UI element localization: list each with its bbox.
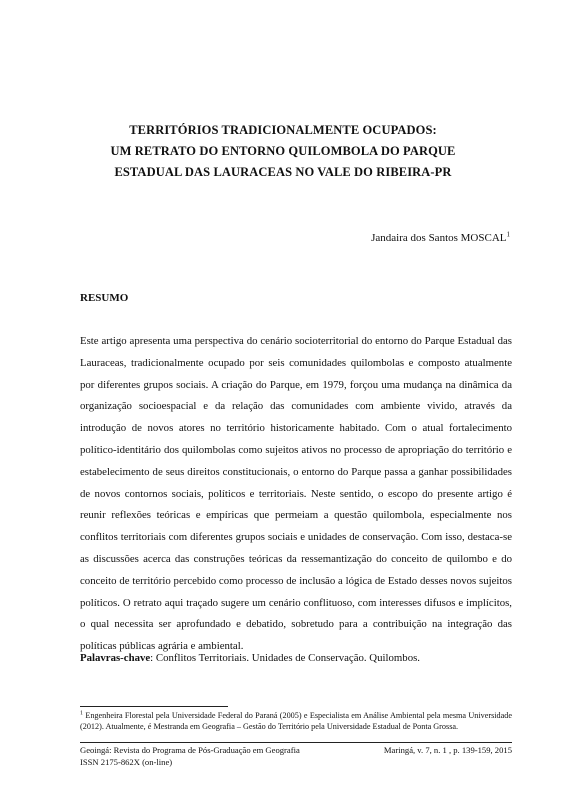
footnote [80,711,512,732]
footnote-text: Engenheira Florestal pela Universidade Federal do Paraná (2005) e Especialista em Análise Ambiental pela mesma Universidade (2012). Atualmente, é Mestranda em Geografia – Gestão do Território pela Universidade Estadual de Ponta Grossa. [80,711,512,731]
keywords-label: Palavras-chave [80,652,151,664]
author-name: Jandaira dos Santos MOSCAL [371,232,507,244]
footer-citation: Maringá, v. 7, n. 1 , p. 139-159, 2015 [383,745,512,755]
author-footnote-marker: 1 [506,230,510,239]
title-line-1: TERRITÓRIOS TRADICIONALMENTE OCUPADOS: [129,123,437,137]
footnote-divider [80,706,228,707]
footer-journal-name: Geoingá: Revista do Programa de Pós-Graduação em Geografia [80,745,300,755]
article-title [60,120,506,183]
footnote-marker: 1 [80,710,83,717]
title-line-2: UM RETRATO DO ENTORNO QUILOMBOLA DO PARQUE [110,144,456,158]
keywords-text: : Conflitos Territoriais. Unidades de Conservação. Quilombos. [150,652,420,664]
title-line-3: ESTADUAL DAS LAURACEAS NO VALE DO RIBEIRA-PR [114,165,452,179]
abstract-heading: RESUMO [80,292,129,304]
footer-journal-info [80,744,300,768]
footer-issn: ISSN 2175-862X (on-line) [80,757,173,767]
abstract-text: Este artigo apresenta uma perspectiva do cenário socioterritorial do entorno do Parque Estadual das Lauraceas, tradicionalmente ocupado por seis comunidades quilombolas e composto atualmente por diferentes grupos sociais. A criação do Parque, em 1979, forçou uma mudança na dinâmica da organização socioespacial e da relação das comunidades com ambiente vivido, através da introdução de novos atores no território historicamente habitado. Com o atual fortalecimento político-identitário dos quilombolas como sujeitos ativos no processo de apropriação do território e estabelecimento de seus direitos constitucionais, o entorno do Parque passa a ganhar possibilidades de novos contornos sociais, políticos e territoriais. Neste sentido, o escopo do presente artigo é reunir reflexões teóricas e empíricas que permeiam a questão quilombola, especialmente nos conflitos territoriais com diferentes grupos sociais e unidades de conservação. Com isso, destaca-se as discussões acerca das construções teóricas da ressemantização do conceito de quilombo e do conceito de território percebido como processo de inclusão a lógica de Estado desses novos sujeitos políticos. O retrato aqui traçado sugere um cenário conflituoso, com interesses difusos e implícitos, o qual necessita ser aprofundado e debatido, sobretudo para a contribuição na integração das políticas públicas agrária e ambiental. [80,335,512,653]
keywords-line [80,652,512,664]
author-line [371,232,510,244]
footer-divider [80,742,512,743]
